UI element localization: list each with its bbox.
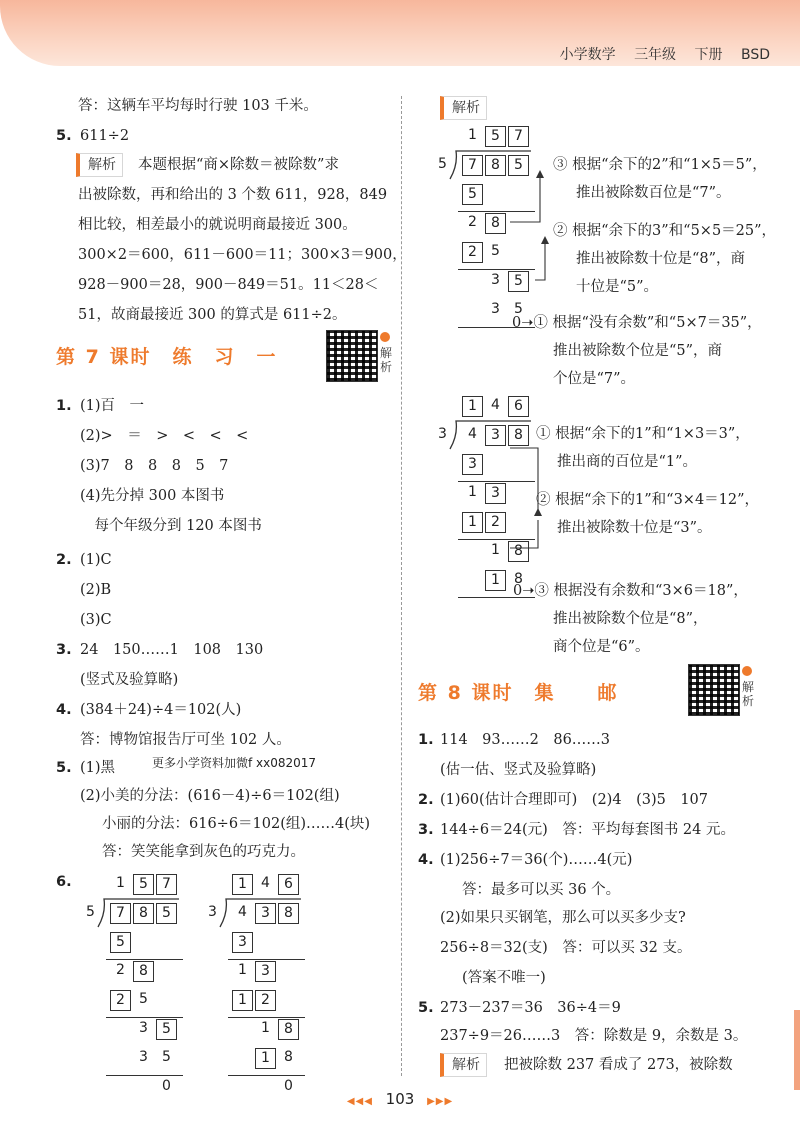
- header-edition: BSD: [740, 47, 770, 63]
- digit-box: 3: [485, 483, 506, 504]
- digit: 5: [491, 243, 500, 259]
- item-text: 答：笑笑能拿到灰色的巧克力。: [102, 844, 305, 860]
- item-number: 4.: [418, 852, 434, 868]
- digit-box: 1: [255, 1048, 276, 1069]
- digit-box: 5: [133, 874, 154, 895]
- item-text: (1)黑: [80, 760, 116, 776]
- item-text: 小丽的分法：616÷6＝102(组)……4(块): [102, 816, 371, 832]
- next-arrows-icon: ▶▶▶: [427, 1096, 454, 1107]
- item-text: (384＋24)÷4＝102(人): [80, 702, 242, 718]
- divisor: 5: [438, 156, 447, 172]
- item-number: 1.: [56, 398, 72, 414]
- digit: 3: [139, 1049, 148, 1065]
- digit-box: 5: [508, 155, 529, 176]
- note-b: 推出被除数个位是“8”，: [553, 611, 708, 627]
- qr-label: 解析: [742, 680, 755, 708]
- rule-line: [228, 1075, 305, 1076]
- analysis-line: 本题根据“商×除数＝被除数”求: [138, 157, 339, 173]
- item-number: 4.: [56, 702, 72, 718]
- digit: 1: [261, 1020, 270, 1036]
- note-a: 推出被除数百位是“7”。: [576, 185, 731, 201]
- digit: 2: [116, 962, 125, 978]
- analysis-line: 相比较，相差最小的就说明商最接近 300。: [78, 217, 357, 233]
- note-b: 0➝③ 根据没有余数和“3×6＝18”，: [513, 583, 748, 599]
- digit-box: 8: [133, 961, 154, 982]
- item-number: 3.: [418, 822, 434, 838]
- note-b: ① 根据“余下的1”和“1×3＝3”，: [536, 426, 750, 442]
- digit: 5: [139, 991, 148, 1007]
- digit: 1: [468, 484, 477, 500]
- qr-code-icon[interactable]: [326, 330, 378, 382]
- note-b: 商个位是“6”。: [553, 639, 650, 655]
- digit-box: 3: [232, 932, 253, 953]
- digit: 4: [261, 875, 270, 891]
- note-b: 推出商的百位是“1”。: [557, 454, 698, 470]
- analysis-tag: 解析: [76, 153, 123, 177]
- watermark-text: 更多小学资料加微f xx082017: [152, 756, 317, 770]
- digit: 1: [468, 127, 477, 143]
- page-footer: [0, 1090, 800, 1108]
- rule-line: [106, 1017, 183, 1018]
- digit-box: 5: [462, 184, 483, 205]
- digit: 4: [238, 904, 247, 920]
- note-a: ③ 根据“余下的2”和“1×5＝5”，: [553, 157, 767, 173]
- item-text: (1)60(估计合理即可) (2)4 (3)5 107: [440, 792, 709, 808]
- digit-box: 3: [485, 425, 506, 446]
- connector-line: [510, 448, 538, 510]
- item-text: 每个年级分到 120 本图书: [80, 518, 262, 534]
- digit-box: 2: [462, 242, 483, 263]
- header-subject: 小学数学: [559, 47, 616, 63]
- item-text: (4)先分掉 300 本图书: [80, 488, 225, 504]
- item-text: (2)小美的分法：(616－4)÷6＝102(组): [80, 788, 340, 804]
- item-text: 答：最多可以买 36 个。: [462, 882, 621, 898]
- digit-box: 1: [232, 990, 253, 1011]
- digit-box: 7: [508, 126, 529, 147]
- item-text: (3)C: [80, 612, 112, 628]
- digit-box: 8: [278, 903, 299, 924]
- note-a: ② 根据“余下的3”和“5×5＝25”，: [553, 223, 777, 239]
- digit-box: 6: [278, 874, 299, 895]
- digit-box: 2: [110, 990, 131, 1011]
- rule-line: [228, 1017, 305, 1018]
- digit: 0: [162, 1078, 171, 1094]
- analysis-line: 300×2＝600，611－600＝11；300×3＝900，: [78, 247, 407, 263]
- digit-box: 8: [508, 541, 529, 562]
- item-text: (2)B: [80, 582, 112, 598]
- item-text: 273－237＝36 36÷4＝9: [440, 1000, 621, 1016]
- arrow-head-icon: [541, 236, 549, 244]
- right-analysis-tag: 解析: [440, 96, 487, 120]
- digit: 0: [284, 1078, 293, 1094]
- last-analysis-tag: 解析: [440, 1053, 487, 1077]
- item-number: 2.: [56, 552, 72, 568]
- item-text: (3)7 8 8 8 5 7: [80, 458, 229, 474]
- note-a: 十位是“5”。: [576, 279, 659, 295]
- item-number: 5.: [56, 760, 72, 776]
- rule-line: [458, 269, 535, 270]
- digit: 2: [468, 214, 477, 230]
- analysis-line: 928－900＝28，900－849＝51。11＜28＜: [78, 277, 379, 293]
- divisor: 3: [438, 426, 447, 442]
- item-text: 答：博物馆报告厅可坐 102 人。: [80, 732, 291, 748]
- analysis-line: 51，故商最接近 300 的算式是 611÷2。: [78, 307, 347, 323]
- digit-box: 2: [255, 990, 276, 1011]
- item-number: 3.: [56, 642, 72, 658]
- item-number: 5.: [418, 1000, 434, 1016]
- divisor: 3: [208, 904, 217, 920]
- header-grade: 三年级: [634, 47, 677, 63]
- digit: 5: [514, 301, 523, 317]
- q5-expr: 611÷2: [80, 128, 130, 144]
- item-text: 114 93……2 86……3: [440, 732, 611, 748]
- last-analysis-text: 把被除数 237 看成了 273，被除数: [504, 1057, 733, 1073]
- play-arrow-icon: [380, 332, 390, 342]
- item-text: (1)256÷7＝36(个)……4(元): [440, 852, 633, 868]
- digit: 3: [139, 1020, 148, 1036]
- q5-label: 5.: [56, 128, 72, 144]
- rule-line: [106, 959, 183, 960]
- digit: 4: [468, 426, 477, 442]
- item-text: 237÷9＝26……3 答：除数是 9，余数是 3。: [440, 1028, 748, 1044]
- digit-box: 7: [462, 155, 483, 176]
- digit: 4: [491, 397, 500, 413]
- q6-label: 6.: [56, 874, 72, 890]
- qr-label: 解析: [380, 346, 393, 374]
- rule-line: [228, 959, 305, 960]
- connector-line: [535, 244, 545, 280]
- answer-top: 答：这辆车平均每时行驶 103 千米。: [78, 98, 318, 114]
- item-text: 256÷8＝32(支) 答：可以买 32 支。: [440, 940, 692, 956]
- digit-box: 5: [110, 932, 131, 953]
- digit-box: 8: [485, 213, 506, 234]
- rule-line: [458, 481, 535, 482]
- note-b: 推出被除数十位是“3”。: [557, 520, 712, 536]
- digit-box: 3: [255, 961, 276, 982]
- item-text: (1)百 一: [80, 398, 145, 414]
- digit: 3: [491, 301, 500, 317]
- digit-box: 1: [232, 874, 253, 895]
- analysis-line: 出被除数，再和给出的 3 个数 611，928，849: [78, 187, 388, 203]
- item-text: (2)> ＝ > < < <: [80, 428, 249, 444]
- page-edge-tab: [794, 1010, 800, 1090]
- item-number: 2.: [418, 792, 434, 808]
- item-text: 144÷6＝24(元) 答：平均每套图书 24 元。: [440, 822, 735, 838]
- digit-box: 6: [508, 396, 529, 417]
- digit-box: 3: [255, 903, 276, 924]
- digit-box: 7: [110, 903, 131, 924]
- digit: 8: [514, 571, 523, 587]
- digit-box: 5: [508, 271, 529, 292]
- note-b: ② 根据“余下的1”和“3×4＝12”，: [536, 492, 760, 508]
- item-text: 24 150……1 108 130: [80, 642, 264, 658]
- play-arrow-icon: [742, 666, 752, 676]
- digit: 1: [238, 962, 247, 978]
- digit-box: 5: [485, 126, 506, 147]
- digit-box: 5: [156, 1019, 177, 1040]
- digit-box: 3: [462, 454, 483, 475]
- digit-box: 2: [485, 512, 506, 533]
- rule-line: [106, 1075, 183, 1076]
- item-number: 1.: [418, 732, 434, 748]
- note-a: 推出被除数十位是“8”，商: [576, 251, 746, 267]
- digit-box: 8: [485, 155, 506, 176]
- digit: 5: [162, 1049, 171, 1065]
- digit: 1: [491, 542, 500, 558]
- connector-line: [510, 178, 540, 222]
- divisor: 5: [86, 904, 95, 920]
- item-text: (估一估、竖式及验算略): [440, 762, 597, 778]
- rule-line: [458, 211, 535, 212]
- digit: 8: [284, 1049, 293, 1065]
- digit-box: 5: [156, 903, 177, 924]
- digit-box: 8: [278, 1019, 299, 1040]
- item-text: (答案不唯一): [462, 970, 546, 986]
- page-number: 103: [385, 1090, 415, 1108]
- digit-box: 8: [508, 425, 529, 446]
- note-a: 推出被除数个位是“5”，商: [553, 343, 723, 359]
- digit: 3: [491, 272, 500, 288]
- column-divider: [401, 96, 402, 1076]
- digit-box: 1: [462, 512, 483, 533]
- lesson-8-title: 第 8 课时 集 邮: [418, 682, 619, 704]
- digit: 1: [116, 875, 125, 891]
- note-a: 个位是“7”。: [553, 371, 636, 387]
- rule-line: [458, 539, 535, 540]
- prev-arrows-icon: ◀◀◀: [346, 1096, 373, 1107]
- digit-box: 8: [133, 903, 154, 924]
- item-text: (2)如果只买钢笔，那么可以买多少支?: [440, 910, 686, 926]
- digit-box: 1: [462, 396, 483, 417]
- header-info: [546, 44, 770, 64]
- digit-box: 1: [485, 570, 506, 591]
- lesson-7-title: 第 7 课时 练 习 一: [56, 346, 278, 368]
- digit-box: 7: [156, 874, 177, 895]
- item-text: (1)C: [80, 552, 112, 568]
- note-a: 0➝① 根据“没有余数”和“5×7＝35”，: [512, 315, 762, 331]
- header-term: 下册: [694, 47, 723, 63]
- qr-code-icon[interactable]: [688, 664, 740, 716]
- item-text: (竖式及验算略): [80, 672, 179, 688]
